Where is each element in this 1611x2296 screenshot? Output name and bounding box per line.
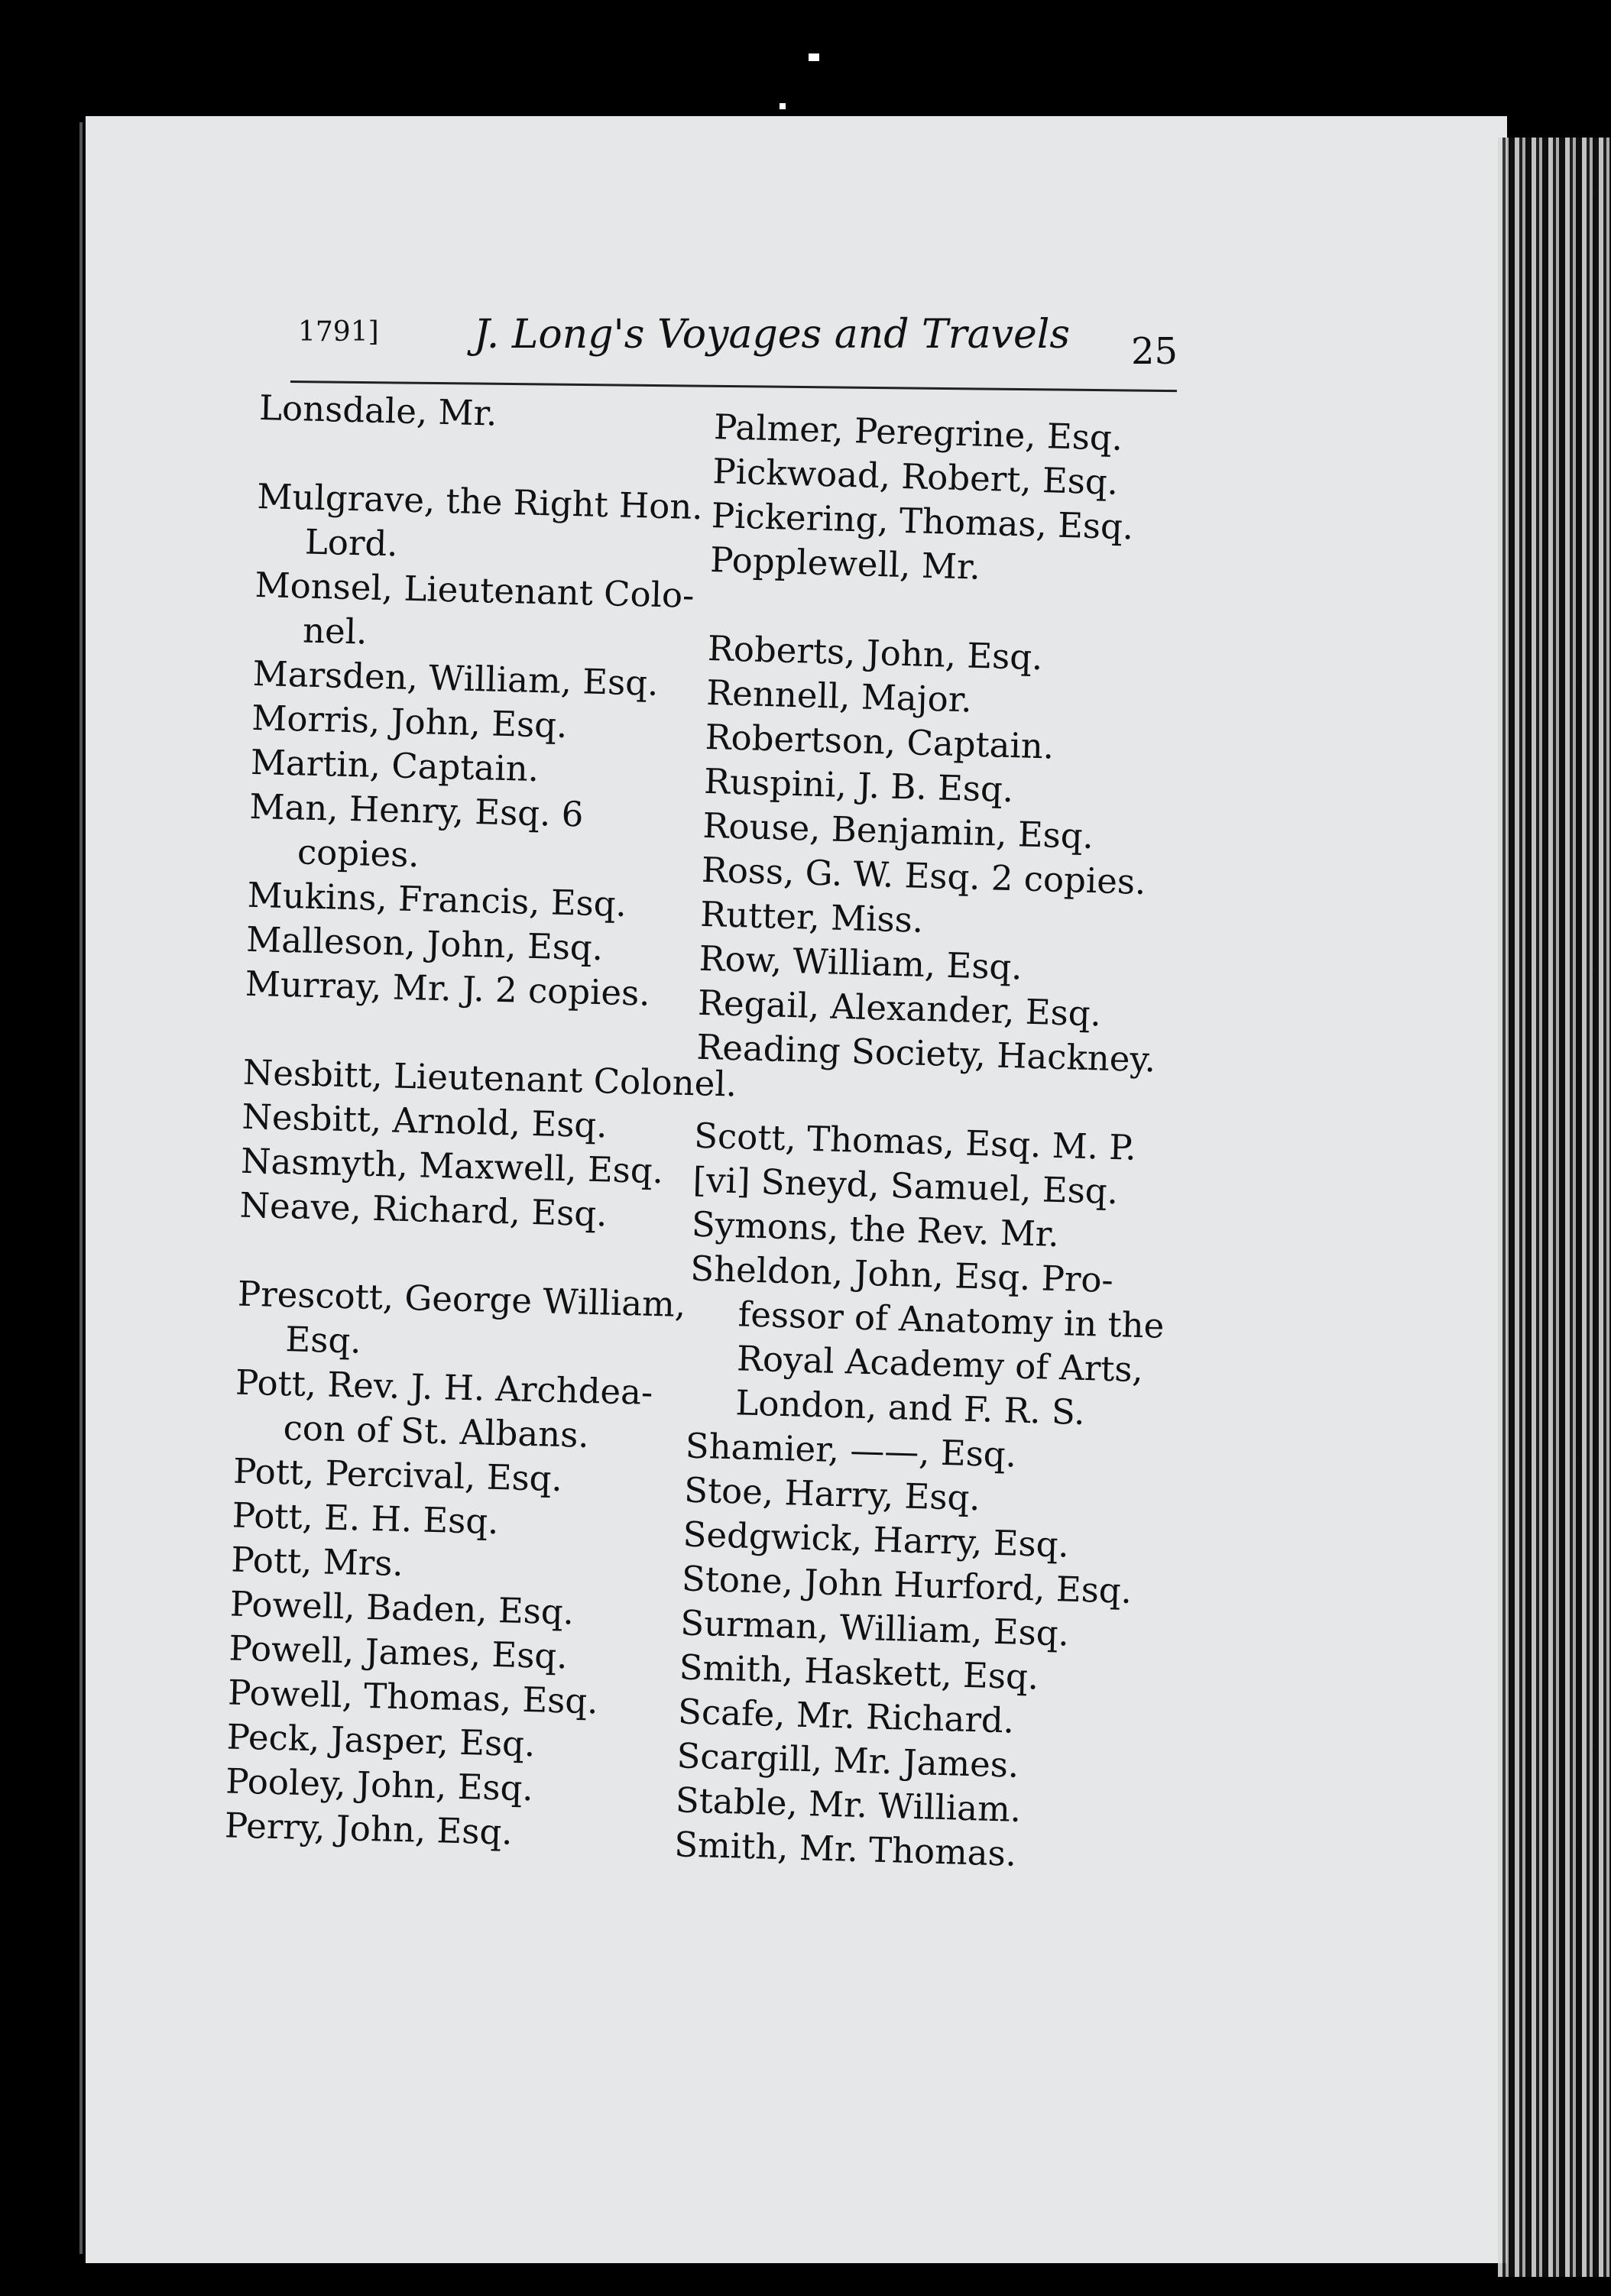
subscriber-name-continued: fessor of Anatomy in the xyxy=(737,1294,1165,1346)
subscriber-name: Stone, John Hurford, Esq. xyxy=(681,1558,1133,1611)
subscriber-name: Rennell, Major. xyxy=(705,672,973,721)
subscriber-name: Neave, Richard, Esq. xyxy=(239,1184,608,1235)
subscriber-name: Sedgwick, Harry, Esq. xyxy=(682,1514,1070,1566)
page-number: 25 xyxy=(1131,330,1178,373)
subscriber-name: Pickering, Thomas, Esq. xyxy=(711,494,1134,548)
subscriber-name: Marsden, William, Esq. xyxy=(252,653,660,704)
subscriber-entry xyxy=(234,1361,730,1462)
subscriber-name: Stoe, Harry, Esq. xyxy=(683,1469,981,1519)
subscriber-name: Surman, William, Esq. xyxy=(679,1602,1070,1654)
subscriber-name-continued: Lord. xyxy=(304,521,399,565)
page-edges xyxy=(1498,138,1611,2277)
running-header xyxy=(290,312,1177,373)
running-title: J. Long's Voyages and Travels xyxy=(474,312,1071,358)
subscriber-name: Nasmyth, Maxwell, Esq. xyxy=(240,1140,664,1192)
subscriber-name: Lonsdale, Mr. xyxy=(258,387,498,434)
subscriber-name: Scargill, Mr. James. xyxy=(676,1735,1019,1786)
subscriber-name-continued: copies. xyxy=(297,831,420,876)
subscriber-name: Stable, Mr. William. xyxy=(675,1779,1022,1830)
subscriber-name: Pott, Mrs. xyxy=(230,1539,404,1585)
subscriber-list-left xyxy=(224,386,754,1860)
subscriber-name: Symons, the Rev. Mr. xyxy=(691,1203,1060,1255)
subscriber-name: Nesbitt, Arnold, Esq. xyxy=(241,1096,608,1146)
subscriber-entry xyxy=(253,563,749,664)
subscriber-name: Smith, Mr. Thomas. xyxy=(673,1824,1017,1874)
subscriber-name: Rutter, Miss. xyxy=(699,893,924,941)
subscriber-name: Mukins, Francis, Esq. xyxy=(247,874,627,925)
subscriber-entry xyxy=(248,785,744,886)
subscriber-name: Popplewell, Mr. xyxy=(709,539,981,588)
subscriber-name: Nesbitt, Lieutenant Colonel. xyxy=(242,1051,737,1105)
subscriber-name: Powell, Thomas, Esq. xyxy=(227,1672,599,1722)
subscriber-entry xyxy=(686,1247,1166,1437)
subscriber-list-right xyxy=(674,405,1190,1880)
subscriber-entry xyxy=(236,1272,732,1373)
subscriber-name-continued: Royal Academy of Arts, xyxy=(736,1338,1144,1391)
subscriber-name: Perry, John, Esq. xyxy=(224,1805,514,1853)
subscriber-name: Sheldon, John, Esq. Pro- xyxy=(689,1248,1114,1301)
subscriber-name: Palmer, Peregrine, Esq. xyxy=(713,406,1123,458)
subscriber-name: Scafe, Mr. Richard. xyxy=(677,1691,1015,1741)
subscriber-name: Reading Society, Hackney. xyxy=(695,1026,1156,1080)
subscriber-name: Prescott, George William, xyxy=(237,1273,686,1325)
subscriber-name: Powell, Baden, Esq. xyxy=(229,1583,575,1633)
subscriber-name: Malleson, John, Esq. xyxy=(245,918,604,969)
scan-speck xyxy=(780,103,786,109)
subscriber-name: Monsel, Lieutenant Colo- xyxy=(254,564,695,616)
subscriber-name: Ruspini, J. B. Esq. xyxy=(703,760,1014,811)
subscriber-name: Row, William, Esq. xyxy=(699,938,1023,988)
subscriber-name: Smith, Haskett, Esq. xyxy=(679,1647,1039,1698)
subscriber-name: Powell, James, Esq. xyxy=(228,1627,569,1677)
subscriber-name: Pott, E. H. Esq. xyxy=(232,1495,500,1543)
subscriber-name: Rouse, Benjamin, Esq. xyxy=(702,805,1094,857)
subscriber-name: Shamier, ——, Esq. xyxy=(685,1425,1017,1475)
subscriber-name: Man, Henry, Esq. 6 xyxy=(248,785,584,835)
subscriber-entry xyxy=(255,474,751,575)
subscriber-name: Mulgrave, the Right Hon. xyxy=(256,475,704,528)
subscriber-name: Morris, John, Esq. xyxy=(251,697,568,746)
subscriber-name: Pott, Rev. J. H. Archdea- xyxy=(235,1362,653,1413)
subscriber-name: Murray, Mr. J. 2 copies. xyxy=(245,963,651,1014)
subscriber-name: Pott, Percival, Esq. xyxy=(232,1450,563,1500)
subscriber-name: Robertson, Captain. xyxy=(705,716,1055,767)
subscriber-name-continued: Esq. xyxy=(284,1319,362,1362)
subscriber-name-continued: con of St. Albans. xyxy=(283,1407,590,1456)
subscriber-name: Martin, Captain. xyxy=(250,741,540,790)
subscriber-name-continued: London, and F. R. S. xyxy=(734,1382,1086,1433)
subscriber-name: Pickwoad, Robert, Esq. xyxy=(711,450,1119,503)
subscriber-name-continued: nel. xyxy=(302,610,368,653)
subscriber-name: Ross, G. W. Esq. 2 copies. xyxy=(701,849,1147,902)
subscriber-name: Pooley, John, Esq. xyxy=(225,1760,534,1809)
header-year: 1791] xyxy=(298,316,379,348)
scan-speck xyxy=(809,53,819,61)
subscriber-name: [vi] Sneyd, Samuel, Esq. xyxy=(692,1159,1119,1213)
subscriber-name: Peck, Jasper, Esq. xyxy=(226,1716,536,1765)
subscriber-name: Scott, Thomas, Esq. M. P. xyxy=(693,1115,1137,1168)
page-gutter xyxy=(79,122,83,2254)
subscriber-name: Roberts, John, Esq. xyxy=(707,627,1044,678)
subscriber-name: Regail, Alexander, Esq. xyxy=(697,982,1102,1035)
